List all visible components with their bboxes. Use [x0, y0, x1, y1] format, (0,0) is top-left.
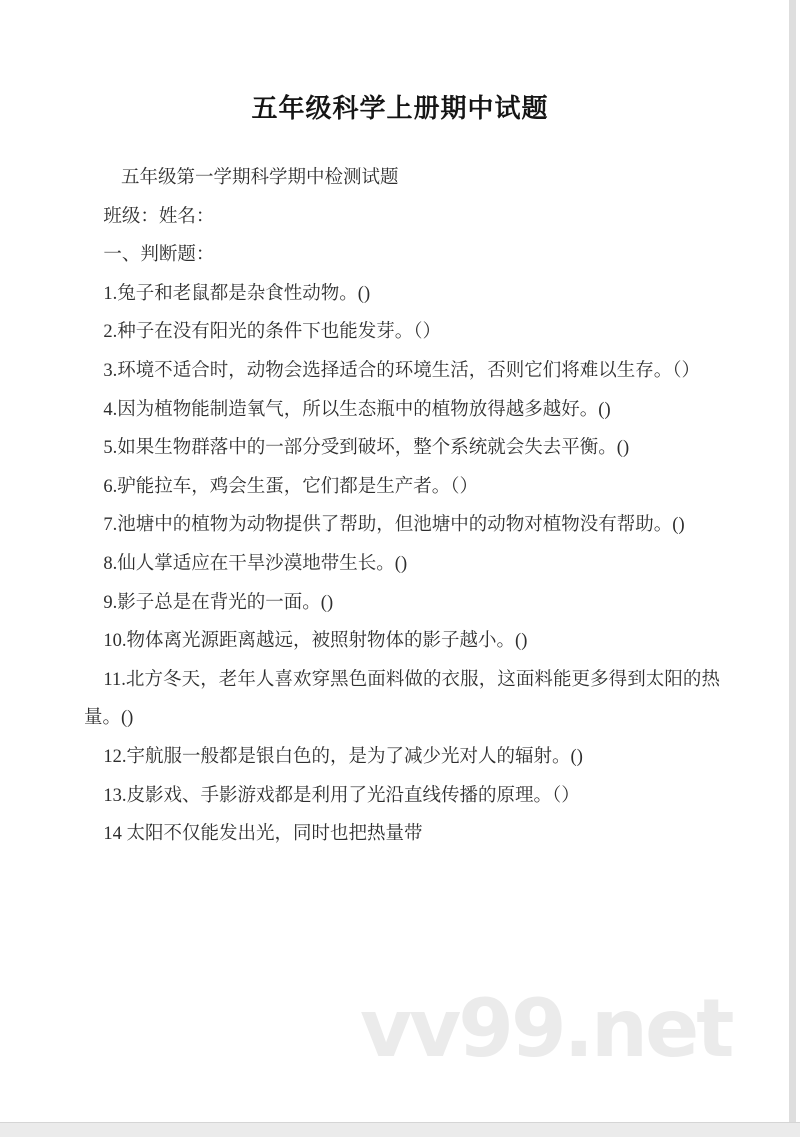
page-gap-strip	[0, 1122, 800, 1137]
question-item-6: 6.驴能拉车，鸡会生蛋，它们都是生产者。（）	[103, 476, 479, 497]
question-item-11: 11.北方冬天，老年人喜欢穿黑色面料做的衣服，这面料能更多得到太阳的热量。()	[84, 669, 720, 729]
page-right-edge	[789, 0, 796, 1122]
question-item-4: 4.因为植物能制造氧气，所以生态瓶中的植物放得越多越好。()	[103, 399, 611, 420]
question-item-8: 8.仙人掌适应在干旱沙漠地带生长。()	[103, 553, 408, 574]
question-item-7: 7.池塘中的植物为动物提供了帮助，但池塘中的动物对植物没有帮助。()	[103, 515, 685, 536]
question-item-2: 2.种子在没有阳光的条件下也能发芽。（）	[103, 322, 442, 343]
site-watermark: vv99.net	[360, 982, 732, 1075]
page-title: 五年级科学上册期中试题	[251, 93, 549, 123]
class-name-line: 班级：姓名：	[103, 206, 215, 227]
question-item-10: 10.物体离光源距离越远，被照射物体的影子越小。()	[103, 631, 528, 652]
section-heading-true-false: 一、判断题：	[103, 245, 215, 266]
question-item-1: 1.兔子和老鼠都是杂食性动物。()	[103, 283, 371, 304]
question-item-13: 13.皮影戏、手影游戏都是利用了光沿直线传播的原理。（）	[103, 785, 580, 806]
document-body	[0, 159, 800, 854]
document-subtitle: 五年级第一学期科学期中检测试题	[121, 168, 399, 188]
question-item-12: 12.宇航服一般都是银白色的，是为了减少光对人的辐射。()	[103, 746, 583, 767]
question-item-14: 14 太阳不仅能发出光，同时也把热量带	[103, 824, 423, 845]
question-item-5: 5.如果生物群落中的一部分受到破坏，整个系统就会失去平衡。()	[103, 438, 630, 459]
question-item-9: 9.影子总是在背光的一面。()	[103, 592, 334, 613]
question-item-3: 3.环境不适合时，动物会选择适合的环境生活，否则它们将难以生存。（）	[103, 360, 701, 381]
